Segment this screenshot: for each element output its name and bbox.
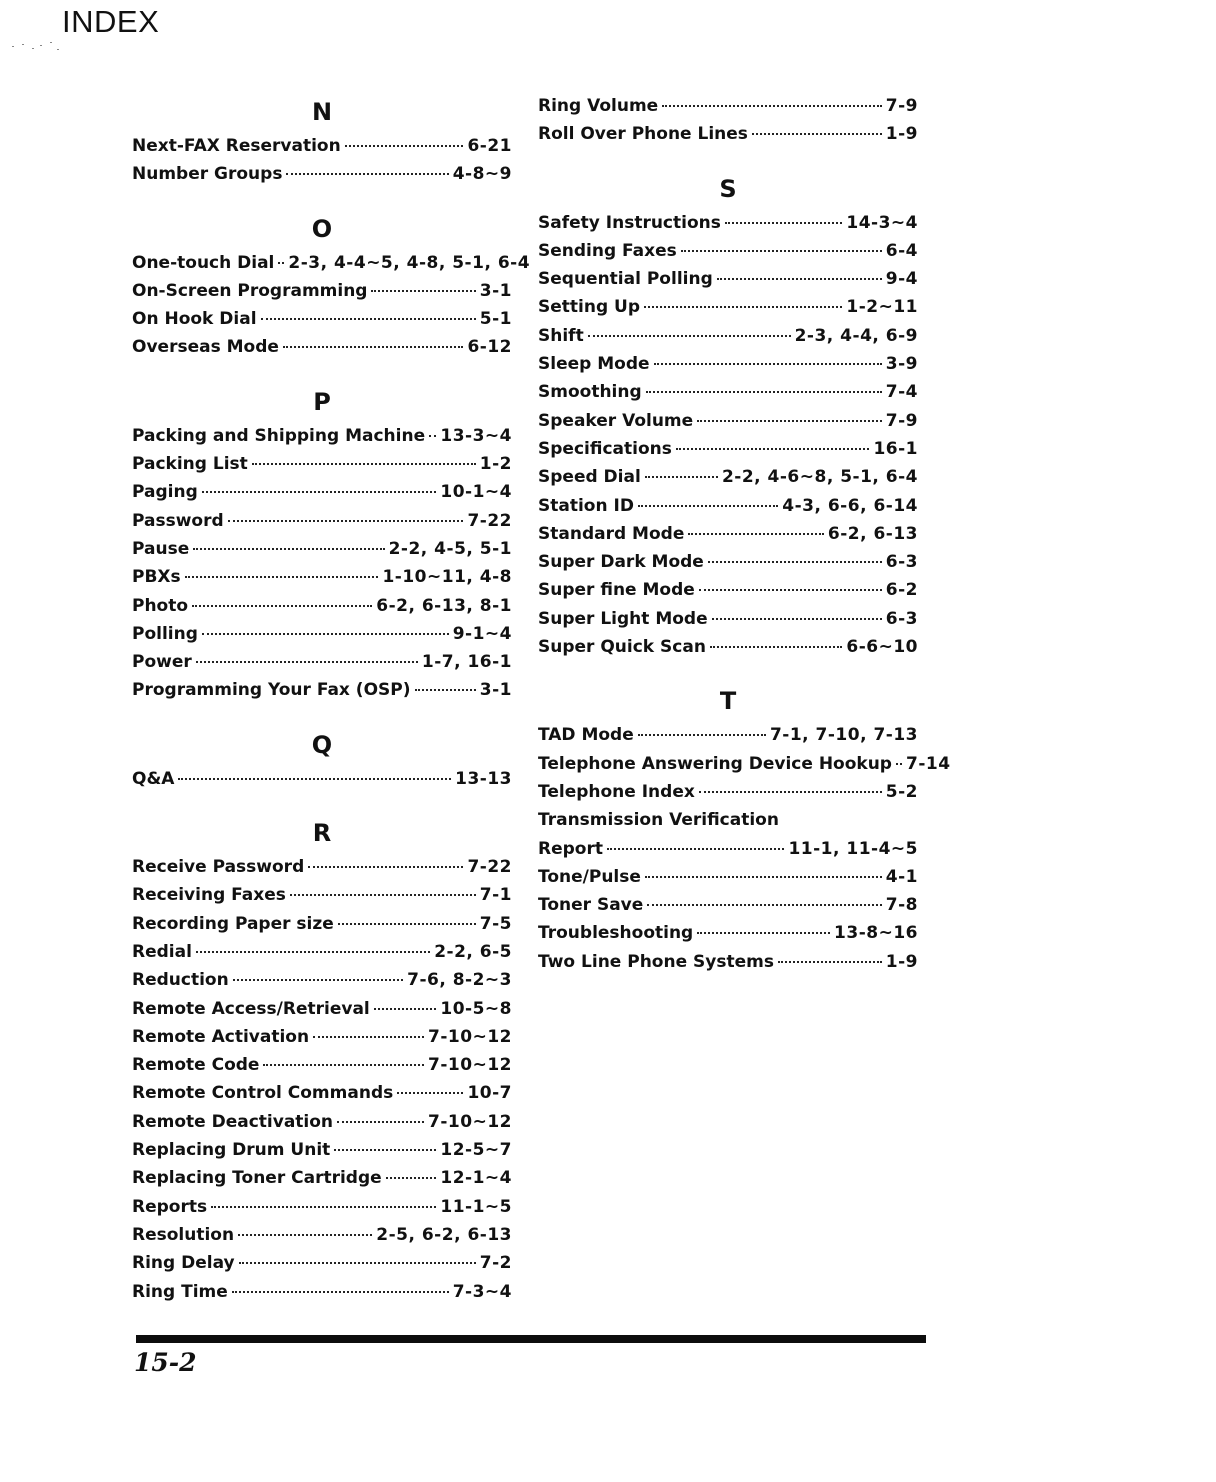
index-pages: 10-7 xyxy=(467,1083,512,1104)
dot-leader xyxy=(202,491,437,493)
index-entry xyxy=(132,249,531,277)
index-pages: 10-5~8 xyxy=(440,998,512,1019)
index-term: Next-FAX Reservation xyxy=(132,136,341,156)
index-pages: 5-1 xyxy=(479,309,512,330)
index-entry xyxy=(132,333,512,361)
dot-leader xyxy=(196,951,430,953)
scan-specks xyxy=(10,40,70,56)
index-pages: 1-2~11 xyxy=(846,297,918,318)
dot-leader xyxy=(252,463,476,465)
index-pages: 6-2, 6-13 xyxy=(827,523,918,544)
dot-leader xyxy=(286,173,448,175)
index-term: Ring Delay xyxy=(132,1253,235,1274)
dot-leader xyxy=(178,778,451,780)
index-pages: 2-3, 4-4~5, 4-8, 5-1, 6-4 xyxy=(288,252,531,273)
index-term: Sending Faxes xyxy=(538,240,677,261)
index-pages: 9-1~4 xyxy=(452,623,512,644)
index-pages: 1-9 xyxy=(885,951,918,972)
section-gap xyxy=(132,362,512,382)
index-pages: 7-14 xyxy=(905,753,951,774)
index-pages: 4-1 xyxy=(885,866,918,887)
dot-leader xyxy=(239,1262,476,1264)
index-entry xyxy=(132,676,512,704)
section-gap xyxy=(538,661,918,681)
index-term: Replacing Drum Unit xyxy=(132,1140,331,1161)
dot-leader xyxy=(345,145,464,147)
section-letter: O xyxy=(311,214,333,243)
index-term: Station ID xyxy=(538,495,634,516)
index-entry xyxy=(538,548,918,576)
index-term: Ring Time xyxy=(132,1281,228,1302)
index-pages: 13-8~16 xyxy=(834,923,918,944)
index-entry xyxy=(132,450,512,478)
index-column-left xyxy=(132,92,531,1306)
section-letter: S xyxy=(719,174,737,203)
dot-leader xyxy=(334,1149,436,1151)
index-term: Two Line Phone Systems xyxy=(538,951,774,972)
dot-leader xyxy=(676,448,870,450)
index-entry xyxy=(132,277,512,305)
index-entry xyxy=(132,1136,512,1164)
section-letter: Q xyxy=(311,730,333,759)
index-term: Transmission Verification xyxy=(538,810,779,831)
index-pages: 7-22 xyxy=(467,857,512,878)
dot-leader xyxy=(607,848,784,850)
dot-leader xyxy=(638,734,766,736)
index-entry xyxy=(132,563,512,591)
section-gap xyxy=(132,705,512,725)
index-pages: 6-6~10 xyxy=(846,637,918,658)
index-entry xyxy=(538,350,918,378)
dot-leader xyxy=(588,335,791,337)
index-term: Speed Dial xyxy=(538,467,641,488)
dot-leader xyxy=(283,346,464,348)
section-gap xyxy=(132,189,512,209)
index-pages: 6-3 xyxy=(885,608,918,629)
index-entry xyxy=(132,966,512,994)
index-term: Super Quick Scan xyxy=(538,637,706,658)
dot-leader xyxy=(717,278,882,280)
dot-leader xyxy=(386,1177,437,1179)
index-term: Telephone Index xyxy=(538,781,695,802)
index-pages: 11-1~5 xyxy=(440,1196,512,1217)
dot-leader xyxy=(415,689,476,691)
index-entry xyxy=(132,938,512,966)
index-entry xyxy=(132,1051,512,1079)
index-term: Remote Deactivation xyxy=(132,1111,334,1132)
dot-leader xyxy=(654,363,882,365)
index-pages: 7-9 xyxy=(885,410,918,431)
index-entry xyxy=(538,863,918,891)
index-pages: 7-4 xyxy=(885,382,918,403)
index-pages: 1-7, 16-1 xyxy=(421,652,512,673)
index-entry xyxy=(132,132,512,160)
index-term: Tone/Pulse xyxy=(538,866,641,887)
index-entry xyxy=(538,633,918,661)
section-letter: T xyxy=(719,687,737,716)
dot-leader xyxy=(238,1234,372,1236)
index-entry xyxy=(132,160,512,188)
index-entry xyxy=(132,765,512,793)
dot-leader xyxy=(263,1064,424,1066)
index-entry xyxy=(132,853,512,881)
index-term: Paging xyxy=(132,482,198,503)
index-term: Remote Control Commands xyxy=(132,1083,394,1104)
dot-leader xyxy=(708,561,882,563)
dot-leader xyxy=(725,222,843,224)
index-pages: 7-22 xyxy=(467,510,512,531)
dot-leader xyxy=(647,904,882,906)
index-entry xyxy=(132,1164,512,1192)
index-entry xyxy=(538,463,918,491)
index-entry xyxy=(538,237,918,265)
index-entry xyxy=(132,1278,512,1306)
index-entry xyxy=(132,1249,512,1277)
dot-leader xyxy=(681,250,882,252)
dot-leader xyxy=(193,548,384,550)
index-entry xyxy=(132,1023,512,1051)
index-pages: 12-1~4 xyxy=(440,1168,512,1189)
index-pages: 9-4 xyxy=(885,269,918,290)
index-pages: 2-2, 4-5, 5-1 xyxy=(388,538,512,559)
index-entry xyxy=(132,305,512,333)
index-entry xyxy=(132,881,512,909)
index-entry xyxy=(132,1221,512,1249)
dot-leader xyxy=(232,1291,449,1293)
index-entry xyxy=(132,478,512,506)
index-entry xyxy=(132,1079,512,1107)
index-pages: 2-3, 4-4, 6-9 xyxy=(794,325,918,346)
index-entry xyxy=(538,120,918,148)
dot-leader xyxy=(308,866,463,868)
dot-leader xyxy=(228,520,464,522)
dot-leader xyxy=(233,979,403,981)
index-term: Standard Mode xyxy=(538,523,685,544)
index-entry xyxy=(538,92,918,120)
index-entry xyxy=(538,265,918,293)
dot-leader xyxy=(429,435,436,437)
dot-leader xyxy=(211,1206,436,1208)
index-entry xyxy=(538,322,918,350)
index-entry xyxy=(538,209,918,237)
index-pages: 2-2, 6-5 xyxy=(434,941,512,962)
index-term: Reduction xyxy=(132,970,229,991)
index-pages: 7-1 xyxy=(479,885,512,906)
index-pages: 3-9 xyxy=(885,354,918,375)
dot-leader xyxy=(712,618,882,620)
index-pages: 1-2 xyxy=(479,454,512,475)
index-entry xyxy=(132,1193,512,1221)
index-term: Safety Instructions xyxy=(538,212,721,233)
dot-leader xyxy=(196,661,418,663)
index-pages: 13-3~4 xyxy=(440,425,512,446)
index-entry xyxy=(132,1108,512,1136)
index-pages: 6-4 xyxy=(885,240,918,261)
index-term: Receiving Faxes xyxy=(132,885,286,906)
index-entry xyxy=(132,535,512,563)
index-entry xyxy=(538,891,918,919)
dot-leader xyxy=(644,306,842,308)
index-term: Q&A xyxy=(132,768,175,789)
dot-leader xyxy=(710,646,842,648)
index-entry xyxy=(538,778,918,806)
index-term: Resolution xyxy=(132,1224,235,1245)
index-entry xyxy=(538,835,918,863)
index-entry xyxy=(132,422,512,450)
page-number: 15-2 xyxy=(134,1348,197,1377)
index-term: Sleep Mode xyxy=(538,354,650,375)
index-pages: 6-3 xyxy=(885,552,918,573)
dot-leader xyxy=(278,262,284,264)
index-pages: 12-5~7 xyxy=(440,1140,512,1161)
index-term: Ring Volume xyxy=(538,96,659,116)
index-pages: 2-2, 4-6~8, 5-1, 6-4 xyxy=(721,467,918,488)
index-term: Pause xyxy=(132,538,190,559)
dot-leader xyxy=(638,505,778,507)
index-term: Overseas Mode xyxy=(132,337,279,358)
index-pages: 14-3~4 xyxy=(846,212,918,233)
dot-leader xyxy=(397,1092,463,1094)
dot-leader xyxy=(646,391,882,393)
index-term: Smoothing xyxy=(538,382,642,403)
index-entry xyxy=(132,648,512,676)
index-pages: 2-5, 6-2, 6-13 xyxy=(376,1224,512,1245)
page-header-title: INDEX xyxy=(62,4,160,39)
index-term: Specifications xyxy=(538,438,672,459)
dot-leader xyxy=(261,318,476,320)
index-pages: 7-1, 7-10, 7-13 xyxy=(769,725,918,746)
dot-leader xyxy=(662,105,882,107)
index-term: One-touch Dial xyxy=(132,252,275,273)
index-term: Power xyxy=(132,652,192,673)
dot-leader xyxy=(688,533,824,535)
index-term: Remote Code xyxy=(132,1055,260,1076)
section-letter: P xyxy=(313,387,331,416)
dot-leader xyxy=(697,420,882,422)
index-term: Shift xyxy=(538,325,584,346)
index-pages: 7-3~4 xyxy=(452,1281,512,1302)
index-term: Packing and Shipping Machine xyxy=(132,425,426,446)
index-term: PBXs xyxy=(132,567,181,588)
index-pages: 7-9 xyxy=(885,96,918,116)
index-pages: 13-13 xyxy=(455,768,512,789)
index-term: Telephone Answering Device Hookup xyxy=(538,753,892,774)
dot-leader xyxy=(645,476,718,478)
index-pages: 7-8 xyxy=(885,895,918,916)
dot-leader xyxy=(185,576,379,578)
index-pages: 5-2 xyxy=(885,781,918,802)
section-gap xyxy=(132,793,512,813)
index-pages: 6-12 xyxy=(467,337,512,358)
index-term: Toner Save xyxy=(538,895,644,916)
dot-leader xyxy=(192,605,372,607)
index-pages: 16-1 xyxy=(873,438,918,459)
index-entry xyxy=(538,919,918,947)
index-entry xyxy=(538,407,918,435)
index-entry xyxy=(538,293,918,321)
index-term: Super Light Mode xyxy=(538,608,708,629)
dot-leader xyxy=(313,1036,424,1038)
index-pages: 11-1, 11-4~5 xyxy=(788,838,918,859)
dot-leader xyxy=(374,1008,437,1010)
index-entry xyxy=(538,378,918,406)
section-letter: R xyxy=(312,819,332,848)
index-pages: 6-2 xyxy=(885,580,918,601)
index-entry xyxy=(538,721,918,749)
index-entry xyxy=(538,750,951,778)
dot-leader xyxy=(337,1121,424,1123)
index-term: TAD Mode xyxy=(538,725,634,746)
index-term: Remote Access/Retrieval xyxy=(132,998,370,1019)
dot-leader xyxy=(202,633,449,635)
index-pages: 6-2, 6-13, 8-1 xyxy=(376,595,512,616)
section-letter: N xyxy=(311,98,333,126)
index-pages: 4-8~9 xyxy=(452,164,512,185)
index-term: Roll Over Phone Lines xyxy=(538,124,748,145)
index-term: Recording Paper size xyxy=(132,913,334,934)
index-pages: 7-10~12 xyxy=(428,1026,512,1047)
index-term: Troubleshooting xyxy=(538,923,694,944)
index-pages: 1-10~11, 4-8 xyxy=(382,567,512,588)
index-entry xyxy=(132,592,512,620)
index-term: Password xyxy=(132,510,224,531)
index-term: Report xyxy=(538,838,603,859)
index-pages: 7-2 xyxy=(479,1253,512,1274)
index-term: Packing List xyxy=(132,454,248,475)
footer-rule xyxy=(136,1335,926,1343)
index-term: Super fine Mode xyxy=(538,580,695,601)
index-entry xyxy=(132,995,512,1023)
index-entry xyxy=(538,435,918,463)
index-entry xyxy=(132,620,512,648)
dot-leader xyxy=(371,290,475,292)
index-pages: 7-5 xyxy=(479,913,512,934)
index-entry xyxy=(538,576,918,604)
dot-leader xyxy=(290,894,476,896)
index-pages: 3-1 xyxy=(479,680,512,701)
index-term: Remote Activation xyxy=(132,1026,310,1047)
index-pages: 1-9 xyxy=(885,124,918,145)
dot-leader xyxy=(896,763,902,765)
index-term: Super Dark Mode xyxy=(538,552,704,573)
index-pages: 7-10~12 xyxy=(428,1055,512,1076)
index-term: Programming Your Fax (OSP) xyxy=(132,680,411,701)
index-pages: 7-6, 8-2~3 xyxy=(407,970,512,991)
section-gap xyxy=(538,149,918,169)
index-pages: 6-21 xyxy=(467,136,512,156)
index-entry xyxy=(538,492,918,520)
index-entry xyxy=(132,507,512,535)
index-term: Setting Up xyxy=(538,297,641,318)
index-pages: 10-1~4 xyxy=(440,482,512,503)
index-pages: 4-3, 6-6, 6-14 xyxy=(782,495,918,516)
index-term: Receive Password xyxy=(132,857,305,878)
index-pages: 7-10~12 xyxy=(428,1111,512,1132)
index-term: Redial xyxy=(132,941,192,962)
index-entry xyxy=(538,605,918,633)
dot-leader xyxy=(338,923,476,925)
index-term: Sequential Polling xyxy=(538,269,713,290)
index-entry xyxy=(538,948,918,976)
index-term: Replacing Toner Cartridge xyxy=(132,1168,382,1189)
index-entry xyxy=(132,910,512,938)
index-term: Polling xyxy=(132,623,198,644)
dot-leader xyxy=(699,589,882,591)
index-term: On-Screen Programming xyxy=(132,280,368,301)
index-term: Reports xyxy=(132,1196,208,1217)
index-term: Speaker Volume xyxy=(538,410,694,431)
dot-leader xyxy=(752,133,882,135)
index-pages: 3-1 xyxy=(479,280,512,301)
index-entry xyxy=(538,806,918,834)
index-column-right xyxy=(538,92,951,976)
dot-leader xyxy=(778,961,882,963)
dot-leader xyxy=(699,791,882,793)
dot-leader xyxy=(645,876,882,878)
index-term: Photo xyxy=(132,595,189,616)
index-term: Number Groups xyxy=(132,164,283,185)
dot-leader xyxy=(697,932,830,934)
index-entry xyxy=(538,520,918,548)
index-term: On Hook Dial xyxy=(132,309,257,330)
